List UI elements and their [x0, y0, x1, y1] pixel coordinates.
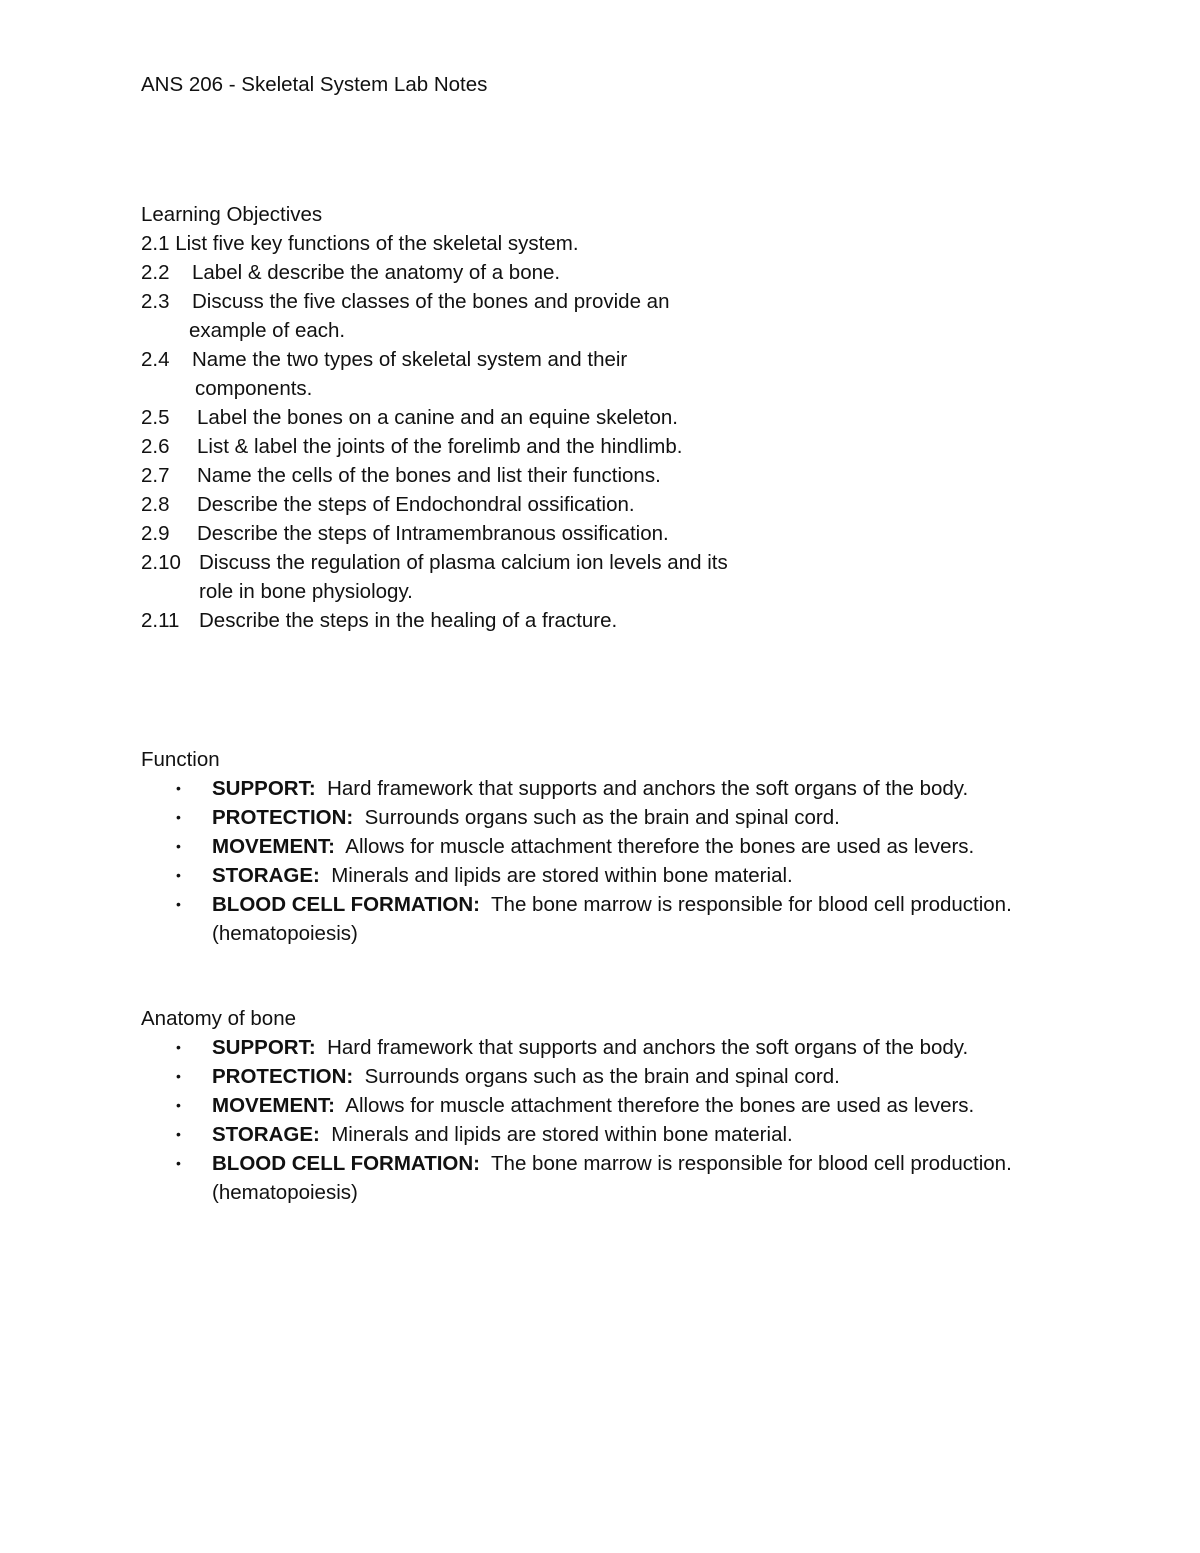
list-item — [141, 774, 1141, 803]
bullet-text: The bone marrow is responsible for blood cell production. — [491, 893, 1012, 916]
learning-objectives-section — [141, 200, 1141, 635]
bullet-term: MOVEMENT: — [212, 1094, 335, 1117]
bullet-icon: • — [176, 1068, 181, 1084]
bullet-text: Surrounds organs such as the brain and spinal cord. — [364, 806, 840, 829]
objective-text: Label the bones on a canine and an equine skeleton. — [197, 406, 678, 429]
objective-text: Describe the steps of Intramembranous ossification. — [197, 522, 669, 545]
bullet-text: Allows for muscle attachment therefore the bones are used as levers. — [345, 1094, 975, 1117]
objective-item — [141, 519, 1141, 548]
anatomy-section — [141, 1004, 1141, 1207]
function-heading: Function — [141, 748, 220, 771]
objective-text-continuation: components. — [195, 377, 313, 400]
bullet-term: PROTECTION: — [212, 1065, 354, 1088]
objective-item — [141, 490, 1141, 519]
objective-text: List five key functions of the skeletal system. — [175, 232, 579, 255]
objective-item — [141, 258, 1141, 287]
document-title: ANS 206 - Skeletal System Lab Notes — [141, 73, 488, 96]
objective-number: 2.9 — [141, 522, 170, 545]
bullet-text-continuation: (hematopoiesis) — [212, 922, 358, 945]
objective-number: 2.11 — [141, 609, 180, 632]
bullet-text: The bone marrow is responsible for blood cell production. — [491, 1152, 1012, 1175]
objective-item — [141, 345, 1141, 403]
learning-objectives-heading: Learning Objectives — [141, 203, 323, 226]
objective-text-block — [189, 287, 670, 345]
objective-text: Label & describe the anatomy of a bone. — [192, 261, 561, 284]
objective-number: 2.4 — [141, 348, 170, 371]
objective-item — [141, 432, 1141, 461]
bullet-term: BLOOD CELL FORMATION: — [212, 1152, 480, 1175]
list-item — [141, 890, 1141, 948]
bullet-text: Minerals and lipids are stored within bone material. — [331, 1123, 793, 1146]
bullet-text: Hard framework that supports and anchors the soft organs of the body. — [327, 1036, 969, 1059]
bullet-icon: • — [176, 867, 181, 883]
bullet-icon: • — [176, 1039, 181, 1055]
objective-number: 2.5 — [141, 406, 170, 429]
objective-text: Name the two types of skeletal system and their — [192, 348, 628, 371]
list-item — [141, 1091, 1141, 1120]
objective-number: 2.7 — [141, 464, 170, 487]
function-section — [141, 745, 1141, 948]
objective-number: 2.10 — [141, 551, 181, 574]
objective-item — [141, 287, 1141, 345]
anatomy-list — [141, 1033, 1141, 1207]
objective-number: 2.6 — [141, 435, 170, 458]
bullet-icon: • — [176, 896, 181, 912]
objective-item — [141, 461, 1141, 490]
bullet-text: Surrounds organs such as the brain and spinal cord. — [364, 1065, 840, 1088]
bullet-icon: • — [176, 780, 181, 796]
objective-text-continuation: role in bone physiology. — [199, 580, 413, 603]
bullet-text: Minerals and lipids are stored within bone material. — [331, 864, 793, 887]
list-item — [141, 1120, 1141, 1149]
list-item — [141, 1062, 1141, 1091]
list-item — [141, 1149, 1141, 1207]
objective-number: 2.2 — [141, 261, 170, 284]
objective-text-block — [192, 345, 627, 403]
bullet-term: BLOOD CELL FORMATION: — [212, 893, 480, 916]
bullet-icon: • — [176, 1097, 181, 1113]
objective-text: List & label the joints of the forelimb and the hindlimb. — [197, 435, 683, 458]
objective-text: Discuss the five classes of the bones and provide an — [192, 290, 670, 313]
function-list — [141, 774, 1141, 948]
objective-text: Describe the steps in the healing of a fracture. — [199, 609, 618, 632]
list-item — [141, 1033, 1141, 1062]
objective-text: Describe the steps of Endochondral ossification. — [197, 493, 635, 516]
objective-item — [141, 548, 1141, 606]
bullet-icon: • — [176, 809, 181, 825]
bullet-icon: • — [176, 1155, 181, 1171]
list-item — [141, 861, 1141, 890]
objective-item — [141, 403, 1141, 432]
bullet-icon: • — [176, 1126, 181, 1142]
objective-number: 2.3 — [141, 290, 170, 313]
objective-text: Name the cells of the bones and list their functions. — [197, 464, 661, 487]
objective-number: 2.1 — [141, 232, 170, 255]
bullet-term: SUPPORT: — [212, 777, 316, 800]
bullet-icon: • — [176, 838, 181, 854]
list-item — [141, 832, 1141, 861]
objective-item — [141, 229, 1141, 258]
bullet-text: Allows for muscle attachment therefore the bones are used as levers. — [345, 835, 975, 858]
bullet-term: MOVEMENT: — [212, 835, 335, 858]
objective-item — [141, 606, 1141, 635]
objective-text: Discuss the regulation of plasma calcium ion levels and its — [199, 551, 728, 574]
bullet-term: STORAGE: — [212, 864, 320, 887]
list-item — [141, 803, 1141, 832]
objective-text-block — [199, 548, 728, 606]
bullet-text-continuation: (hematopoiesis) — [212, 1181, 358, 1204]
bullet-term: PROTECTION: — [212, 806, 354, 829]
bullet-text: Hard framework that supports and anchors the soft organs of the body. — [327, 777, 969, 800]
objective-text-continuation: example of each. — [189, 319, 346, 342]
bullet-term: STORAGE: — [212, 1123, 320, 1146]
anatomy-heading: Anatomy of bone — [141, 1007, 296, 1030]
bullet-term: SUPPORT: — [212, 1036, 316, 1059]
objective-number: 2.8 — [141, 493, 170, 516]
